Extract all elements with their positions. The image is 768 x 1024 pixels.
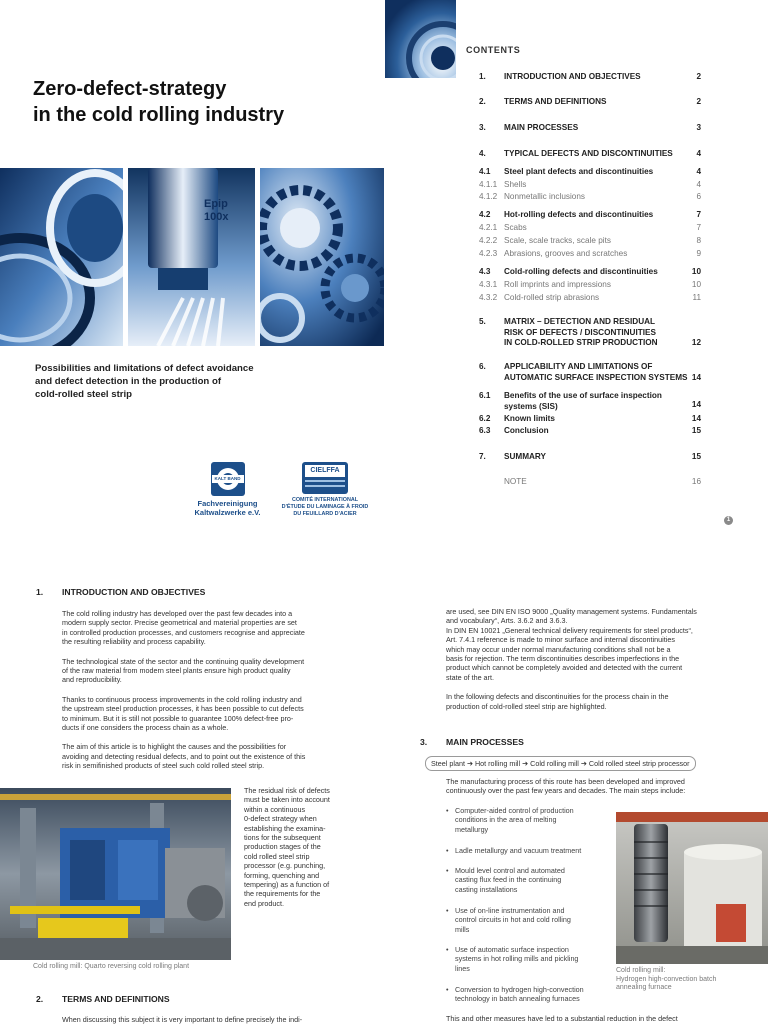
cover-subtitle-line-3: cold-rolled steel strip [35, 389, 133, 400]
toc-title: Known limits [504, 414, 555, 423]
toc-number: 5. [479, 317, 486, 326]
toc-number: 7. [479, 452, 486, 461]
section-2-heading [36, 994, 170, 1004]
toc-number: 4. [479, 149, 486, 158]
microscope-label-line-2: 100x [204, 211, 229, 223]
gears-photo [260, 168, 384, 346]
cielffa-logo-block [280, 462, 370, 517]
paragraph: are used, see DIN EN ISO 9000 „Quality management systems. Fundamentals and vocabulary“, Arts. 3.6.2 and 3.6.3. [446, 607, 697, 626]
photo-caption: Cold rolling mill: Hydrogen high-convection batch annealing furnace [616, 967, 717, 992]
annealing-furnace-photo [616, 812, 768, 964]
toc-title: Steel plant defects and discontinuities [504, 167, 654, 176]
kaltband-caption-line-2: Kaltwalzwerke e.V. [194, 508, 261, 517]
toc-number: 4.1 [479, 167, 491, 176]
toc-title: MAIN PROCESSES [504, 123, 579, 132]
paragraph: In DIN EN 10021 „General technical delivery requirements for steel products“, Art. 7.4.1 reference is made to minor surface and internal discontinuities which may occur under normal manufacturing conditions shall not be a basis for rejection. The term discontinuities describes imperfections in the product which cannot be completely avoided and detected with the current state of the art. [446, 625, 693, 682]
cielffa-logo-mark: CIELFFA [305, 465, 345, 477]
toc-title: TYPICAL DEFECTS AND DISCONTINUITIES [504, 149, 673, 158]
toc-number: 4.3.2 [479, 293, 498, 302]
microscope-photo [128, 168, 255, 346]
toc-title: Hot-rolling defects and discontinuities [504, 210, 654, 219]
toc-title: Abrasions, grooves and scratches [504, 249, 628, 258]
bullet-icon: • [446, 846, 449, 855]
toc-entry[interactable] [479, 391, 701, 411]
cielffa-logo-icon [302, 462, 348, 494]
toc-page: 14 [691, 373, 701, 382]
toc-page: 9 [696, 249, 701, 258]
toc-number: 4.2.2 [479, 236, 498, 245]
toc-page: 15 [691, 452, 701, 461]
right-column-body [446, 607, 746, 711]
toc-page: 14 [691, 400, 701, 409]
kaltband-caption-line-1: Fachvereinigung [197, 499, 258, 508]
toc-entry[interactable] [479, 317, 701, 349]
microscope-label-line-1: Epip [204, 198, 228, 210]
toc-title: MATRIX – DETECTION AND RESIDUAL RISK OF DEFECTS / DISCONTINUITIES IN COLD-ROLLED STRIP PRODUCTION [504, 317, 658, 347]
toc-page: 2 [696, 97, 701, 106]
toc-page: 4 [696, 149, 701, 158]
toc-number: 6.3 [479, 426, 491, 435]
toc-title: TERMS AND DEFINITIONS [504, 97, 607, 106]
contents-heading: CONTENTS [466, 45, 521, 55]
kaltband-logo-mark: KALT BAND [212, 475, 244, 483]
cold-rolling-mill-photo [0, 788, 231, 960]
toc-title: Roll imprints and impressions [504, 280, 611, 289]
toc-number: 4.2.3 [479, 249, 498, 258]
toc-title: APPLICABILITY AND LIMITATIONS OF AUTOMATIC SURFACE INSPECTION SYSTEMS [504, 362, 688, 382]
toc-page: 7 [696, 210, 701, 219]
bullet-icon: • [446, 906, 449, 915]
toc-page: 12 [691, 338, 701, 347]
toc-page: 10 [691, 280, 701, 289]
cielffa-caption-line-1: COMITÉ INTERNATIONAL [291, 497, 359, 503]
page-number-badge: 1 [724, 516, 733, 525]
toc-title: INTRODUCTION AND OBJECTIVES [504, 72, 641, 81]
microscope-label [204, 198, 228, 224]
toc-page: 10 [691, 267, 701, 276]
bullet-icon: • [446, 945, 449, 954]
toc-title: Cold-rolled strip abrasions [504, 293, 600, 302]
toc-page: 11 [692, 293, 701, 302]
toc-number: 4.2.1 [479, 223, 498, 232]
cover-photo-strip [0, 168, 384, 346]
toc-number: 4.2 [479, 210, 491, 219]
steel-coils-photo [0, 168, 123, 346]
section-3-last-line: This and other measures have led to a substantial reduction in the defect [446, 1014, 678, 1023]
cover-title-line-2: in the cold rolling industry [33, 104, 285, 126]
section-3-heading [420, 737, 524, 747]
kaltband-logo-block [190, 462, 265, 517]
section-1-body [62, 609, 362, 771]
bullet-icon: • [446, 866, 449, 875]
kaltband-logo-icon [211, 462, 245, 496]
toc-number: 1. [479, 72, 486, 81]
paragraph: The technological state of the sector and the continuing quality development of the raw material from modern steel plants ensure high product quality and reproducibility. [62, 656, 305, 685]
section-number: 2. [36, 994, 44, 1004]
bullet-icon: • [446, 985, 449, 994]
toc-page: 4 [696, 167, 701, 176]
bullet-icon: • [446, 806, 449, 815]
paragraph: The cold rolling industry has developed over the past few decades into a modern supply sector. Precise geometrical and material properties are set in controlled production processes, and customers recognise and appreciate the resulting reliability and process capability. [62, 609, 305, 647]
toc-number: 4.3.1 [479, 280, 498, 289]
cover-title-line-1: Zero-defect-strategy [33, 78, 227, 100]
toc-title: Nonmetallic inclusions [504, 192, 585, 201]
toc-title: Shells [504, 180, 527, 189]
cielffa-caption-line-2: D'ÉTUDE DU LAMINAGE À FROID [281, 503, 369, 510]
toc-title: SUMMARY [504, 452, 546, 461]
toc-number: 4.1.2 [479, 192, 498, 201]
cielffa-logo-caption [280, 497, 370, 517]
toc-number: 4.3 [479, 267, 491, 276]
section-1-heading [36, 587, 205, 597]
toc-entry[interactable] [479, 362, 701, 384]
section-title: TERMS AND DEFINITIONS [62, 994, 170, 1004]
toc-number: 2. [479, 97, 486, 106]
process-flow-chain: Steel plant ➔ Hot rolling mill ➔ Cold rolling mill ➔ Cold rolled steel strip processor [425, 756, 696, 771]
toc-page: 14 [691, 414, 701, 423]
section-title: INTRODUCTION AND OBJECTIVES [62, 587, 206, 597]
toc-title: Benefits of the use of surface inspection systems (SIS) [504, 391, 662, 411]
paragraph: Thanks to continuous process improvements in the cold rolling industry and the upstream steel production processes, it has been possible to cut defects to minimum. But it is still not possible to guarantee 100% defect-free pro- ducts if one considers the process chain as a whole. [62, 694, 304, 733]
cover-subtitle [35, 362, 305, 401]
toc-page: 3 [696, 123, 701, 132]
kaltband-logo-caption [190, 499, 265, 517]
section-number: 3. [420, 737, 428, 747]
steel-coil-image [385, 0, 456, 78]
toc-page: 15 [691, 426, 701, 435]
paragraph: In the following defects and discontinuities for the process chain in the production of cold-rolled steel strip are highlighted. [446, 692, 669, 711]
paragraph: The aim of this article is to highlight the causes and the possibilities for avoiding and detecting residual defects, and to point out the existence of this risk in semifinished products of steel such cold rolled steel strip. [62, 742, 306, 771]
section-2-first-line: When discussing this subject it is very important to define precisely the indi- [62, 1015, 303, 1024]
toc-title: Conclusion [504, 426, 549, 435]
cover-top-photo [385, 0, 456, 78]
toc-title: NOTE [504, 477, 527, 486]
toc-page: 6 [696, 192, 701, 201]
cover-subtitle-line-1: Possibilities and limitations of defect avoidance [35, 363, 254, 374]
toc-title: Cold-rolling defects and discontinuities [504, 267, 658, 276]
toc-number: 4.1.1 [479, 180, 498, 189]
toc-title: Scabs [504, 223, 527, 232]
toc-page: 2 [696, 72, 701, 81]
toc-page: 7 [696, 223, 701, 232]
toc-number: 6.1 [479, 391, 491, 400]
section-title: MAIN PROCESSES [446, 737, 524, 747]
toc-page: 4 [696, 180, 701, 189]
toc-number: 3. [479, 123, 486, 132]
toc-title: Scale, scale tracks, scale pits [504, 236, 611, 245]
toc-number: 6.2 [479, 414, 491, 423]
section-number: 1. [36, 587, 44, 597]
section-3-intro: The manufacturing process of this route has been developed and improved continuously over the past few years and decades. The main steps include: [446, 777, 686, 796]
side-paragraph: The residual risk of defects must be taken into account within a continuous 0-defect strategy when establishing the examina- tions for the subsequent production stages of the cold rolled steel strip processor (e.g. punching, forming, quenching and tempering) as a function of the requirements for the end product. [244, 786, 330, 908]
toc-page: 8 [696, 236, 701, 245]
toc-number: 6. [479, 362, 486, 371]
cover-subtitle-line-2: and defect detection in the production of [35, 376, 222, 387]
cover-title [33, 76, 284, 128]
toc-page: 16 [691, 477, 701, 486]
cielffa-caption-line-3: DU FEUILLARD D'ACIER [293, 510, 357, 517]
photo-caption: Cold rolling mill: Quarto reversing cold rolling plant [33, 963, 190, 970]
